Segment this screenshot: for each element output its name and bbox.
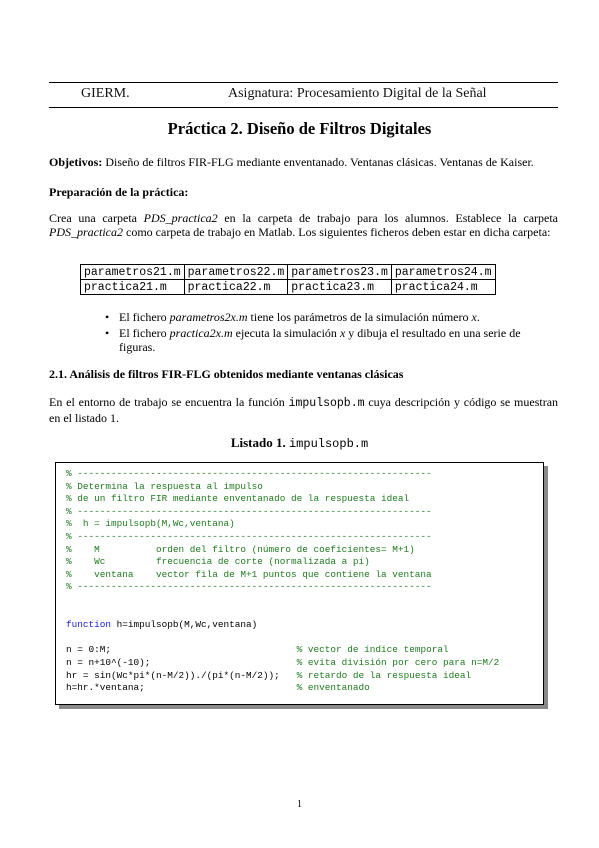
- table-row: [81, 265, 496, 280]
- table-cell: parametros24.m: [391, 265, 495, 280]
- code-comment: % de un filtro FIR mediante enventanado de la respuesta ideal: [66, 493, 410, 505]
- bullet-text: ejecuta la simulación: [235, 326, 337, 340]
- code-line: n = 0:M;: [66, 644, 297, 656]
- code-comment: % M orden del filtro (número de coeficientes= M+1): [66, 543, 415, 555]
- code-keyword: function: [66, 619, 112, 631]
- bullet-variable: x: [471, 310, 477, 324]
- folder-name-2: PDS_practica2: [49, 225, 123, 239]
- header-course: GIERM.: [81, 86, 130, 101]
- bullet-text: El fichero: [119, 310, 167, 324]
- table-cell: parametros22.m: [184, 265, 288, 280]
- listing-filename: impulsopb.m: [288, 437, 369, 451]
- listing-label: Listado 1.: [230, 435, 286, 450]
- code-comment: % ---------------------------------------------------------------: [66, 505, 432, 517]
- code-line: h=impulsopb(M,Wc,ventana): [111, 619, 258, 631]
- function-name: impulsopb.m: [288, 397, 365, 410]
- code-listing: [55, 462, 544, 705]
- table-cell: parametros23.m: [288, 265, 392, 280]
- files-table: [80, 264, 496, 295]
- code-line: hr = sin(Wc*pi*(n-M/2))./(pi*(n-M/2));: [66, 669, 297, 681]
- section-heading: 2.1. Análisis de filtros FIR-FLG obtenidos mediante ventanas clásicas: [49, 367, 404, 381]
- preparation-text-3: como carpeta de trabajo en Matlab. Los siguientes ficheros deben estar en dicha carpeta:: [126, 225, 551, 239]
- section-text: En el entorno de trabajo se encuentra la función: [49, 395, 285, 409]
- code-comment: % vector de índice temporal: [296, 644, 449, 656]
- objectives-label: Objetivos:: [49, 155, 103, 169]
- bullet-text: y dibuja el resultado en una serie de figuras.: [119, 326, 521, 354]
- page-number: 1: [297, 799, 302, 810]
- file-description-list: [105, 310, 545, 356]
- preparation-text-2: en la carpeta de trabajo para los alumnos. Establece la carpeta: [224, 211, 559, 225]
- code-comment: % evita división por cero para n=M/2: [296, 656, 500, 668]
- bullet-icon: •: [105, 326, 110, 340]
- table-cell: parametros21.m: [81, 265, 185, 280]
- code-comment: % retardo de la respuesta ideal: [296, 669, 472, 681]
- code-block: [66, 468, 499, 695]
- bullet-text: .: [476, 310, 480, 324]
- table-row: [81, 280, 496, 295]
- code-comment: % ---------------------------------------------------------------: [66, 581, 432, 593]
- bullet-variable: x: [339, 326, 346, 340]
- objectives-paragraph: [49, 155, 558, 169]
- code-comment: % ventana vector fila de M+1 puntos que contiene la ventana: [66, 568, 432, 580]
- table-cell: practica23.m: [288, 280, 392, 295]
- bullet-text: El fichero: [119, 326, 167, 340]
- preparation-text-1: Crea una carpeta: [49, 211, 137, 225]
- list-item: [105, 326, 545, 354]
- bullet-filename: parametros2x.m: [169, 310, 248, 324]
- list-item: [105, 310, 545, 324]
- header-subject: Asignatura: Procesamiento Digital de la Señal: [228, 86, 487, 101]
- preparation-heading: Preparación de la práctica:: [49, 185, 189, 199]
- section-text: cuya descripción y código se muestran en el listado 1.: [49, 395, 559, 425]
- folder-name-1: PDS_practica2: [143, 211, 218, 225]
- page-title: Práctica 2. Diseño de Filtros Digitales: [167, 119, 432, 138]
- code-comment: % h = impulsopb(M,Wc,ventana): [66, 518, 235, 530]
- table-cell: practica21.m: [81, 280, 185, 295]
- code-comment: % enventanado: [296, 682, 370, 694]
- code-comment: % Determina la respuesta al impulso: [66, 480, 263, 492]
- code-comment: % ---------------------------------------------------------------: [66, 530, 432, 542]
- code-line: h=hr.*ventana;: [66, 682, 297, 694]
- section-paragraph: [49, 395, 558, 425]
- code-comment: % Wc frecuencia de corte (normalizada a pi): [66, 556, 370, 568]
- code-comment: % ---------------------------------------------------------------: [66, 468, 432, 479]
- header-top-rule: [49, 82, 558, 83]
- listing-caption: [0, 435, 599, 451]
- bullet-text: tiene los parámetros de la simulación número: [250, 310, 469, 324]
- preparation-paragraph: [49, 211, 558, 239]
- table-cell: practica24.m: [391, 280, 495, 295]
- table-cell: practica22.m: [184, 280, 288, 295]
- code-line: n = n+10^(-10);: [66, 656, 297, 668]
- bullet-filename: practica2x.m: [169, 326, 233, 340]
- objectives-text: Diseño de filtros FIR-FLG mediante enventanado. Ventanas clásicas. Ventanas de Kaiser.: [105, 155, 534, 169]
- header-bottom-rule: [49, 107, 558, 108]
- bullet-icon: •: [105, 310, 110, 324]
